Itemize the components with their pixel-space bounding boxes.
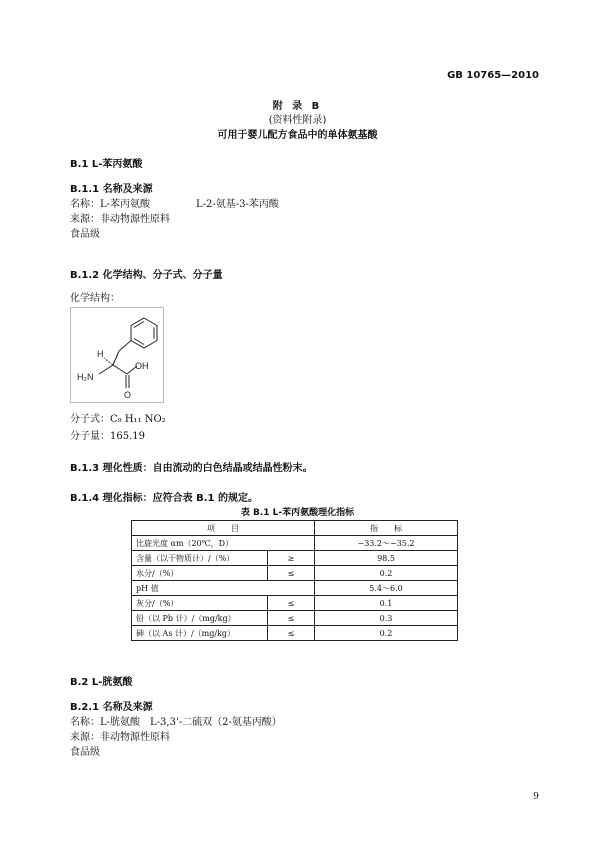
row-symbol: ≤ — [268, 611, 315, 626]
row-symbol: ≤ — [268, 626, 315, 641]
row-name: 铅（以 Pb 计）/（mg/kg） — [132, 611, 268, 626]
section-b1-heading: B.1 L-苯丙氨酸 — [70, 159, 143, 170]
b11-name-line: 名称：L-苯丙氨酸 — [70, 199, 151, 210]
b21-grade-line: 食品级 — [70, 747, 100, 758]
header-item: 项 目 — [132, 521, 315, 536]
section-b13-text: B.1.3 理化性质：自由流动的白色结晶或结晶性粉末。 — [70, 463, 313, 474]
b11-source-line: 来源：非动物源性原料 — [70, 214, 170, 225]
appendix-subject: 可用于婴儿配方食品中的单体氨基酸 — [217, 130, 378, 141]
row-value: 0.2 — [315, 566, 458, 581]
hydrogen-atom-label: H — [97, 349, 104, 359]
page-number: 9 — [533, 792, 539, 802]
row-symbol: ≤ — [268, 566, 315, 581]
ring-to-ch2-bond — [119, 341, 131, 352]
table-row — [132, 566, 458, 581]
molecular-formula: 分子式：C₉ H₁₁ NO₂ — [70, 414, 166, 425]
row-value: 98.5 — [315, 551, 458, 566]
section-b11-heading: B.1.1 名称及来源 — [70, 184, 153, 195]
benzene-ring — [131, 318, 157, 348]
row-value: −33.2～−35.2 — [315, 536, 458, 551]
row-name: 砷（以 As 计）/（mg/kg） — [132, 626, 268, 641]
header-spec: 指 标 — [315, 521, 458, 536]
b21-source-line: 来源：非动物源性原料 — [70, 732, 170, 743]
row-symbol: ≥ — [268, 551, 315, 566]
amino-group-label: H₂N — [77, 372, 94, 382]
ch2-to-calpha-bond — [113, 351, 119, 365]
table-row — [132, 611, 458, 626]
appendix-title: 附 录 B — [272, 101, 323, 112]
b21-name-line: 名称：L-胱氨酸 L-3,3'-二硫双（2-氨基丙酸） — [70, 717, 282, 728]
hydroxyl-label: OH — [135, 361, 149, 371]
table-row — [132, 596, 458, 611]
row-value: 0.2 — [315, 626, 458, 641]
b11-name-alt: L-2-氨基-3-苯丙酸 — [196, 199, 279, 210]
appendix-note: (资料性附录) — [268, 115, 327, 126]
row-name: pH 值 — [132, 581, 315, 596]
section-b21-heading: B.2.1 名称及来源 — [70, 702, 153, 713]
phenylalanine-structure — [71, 308, 163, 402]
section-b12-heading: B.1.2 化学结构、分子式、分子量 — [70, 270, 223, 281]
row-value: 0.3 — [315, 611, 458, 626]
molecular-weight: 分子量：165.19 — [70, 431, 145, 442]
row-name: 比旋光度 αm（20℃，D） — [132, 536, 315, 551]
table-row — [132, 626, 458, 641]
row-name: 灰分/（%） — [132, 596, 268, 611]
table-header-row — [132, 521, 458, 536]
section-b2-heading: B.2 L-胱氨酸 — [70, 677, 133, 688]
table-row — [132, 581, 458, 596]
calpha-to-h-bond — [104, 358, 113, 365]
section-b14-text: B.1.4 理化指标：应符合表 B.1 的规定。 — [70, 493, 258, 504]
oxygen-atom-label: O — [124, 390, 132, 400]
standard-number: GB 10765—2010 — [447, 70, 539, 81]
calpha-to-nitrogen-bond — [99, 365, 113, 374]
spec-table — [131, 520, 458, 641]
row-name: 水分/（%） — [132, 566, 268, 581]
row-name: 含量（以干物质计）/（%） — [132, 551, 268, 566]
structure-label: 化学结构： — [70, 293, 120, 304]
table-row — [132, 536, 458, 551]
table-caption: 表 B.1 L-苯丙氨酸理化指标 — [240, 508, 355, 518]
row-symbol: ≤ — [268, 596, 315, 611]
row-value: 0.1 — [315, 596, 458, 611]
chemical-structure-diagram — [70, 307, 164, 403]
row-value: 5.4～6.0 — [315, 581, 458, 596]
b11-grade-line: 食品级 — [70, 229, 100, 240]
table-row — [132, 551, 458, 566]
calpha-to-carboxyl-bond — [113, 365, 127, 374]
